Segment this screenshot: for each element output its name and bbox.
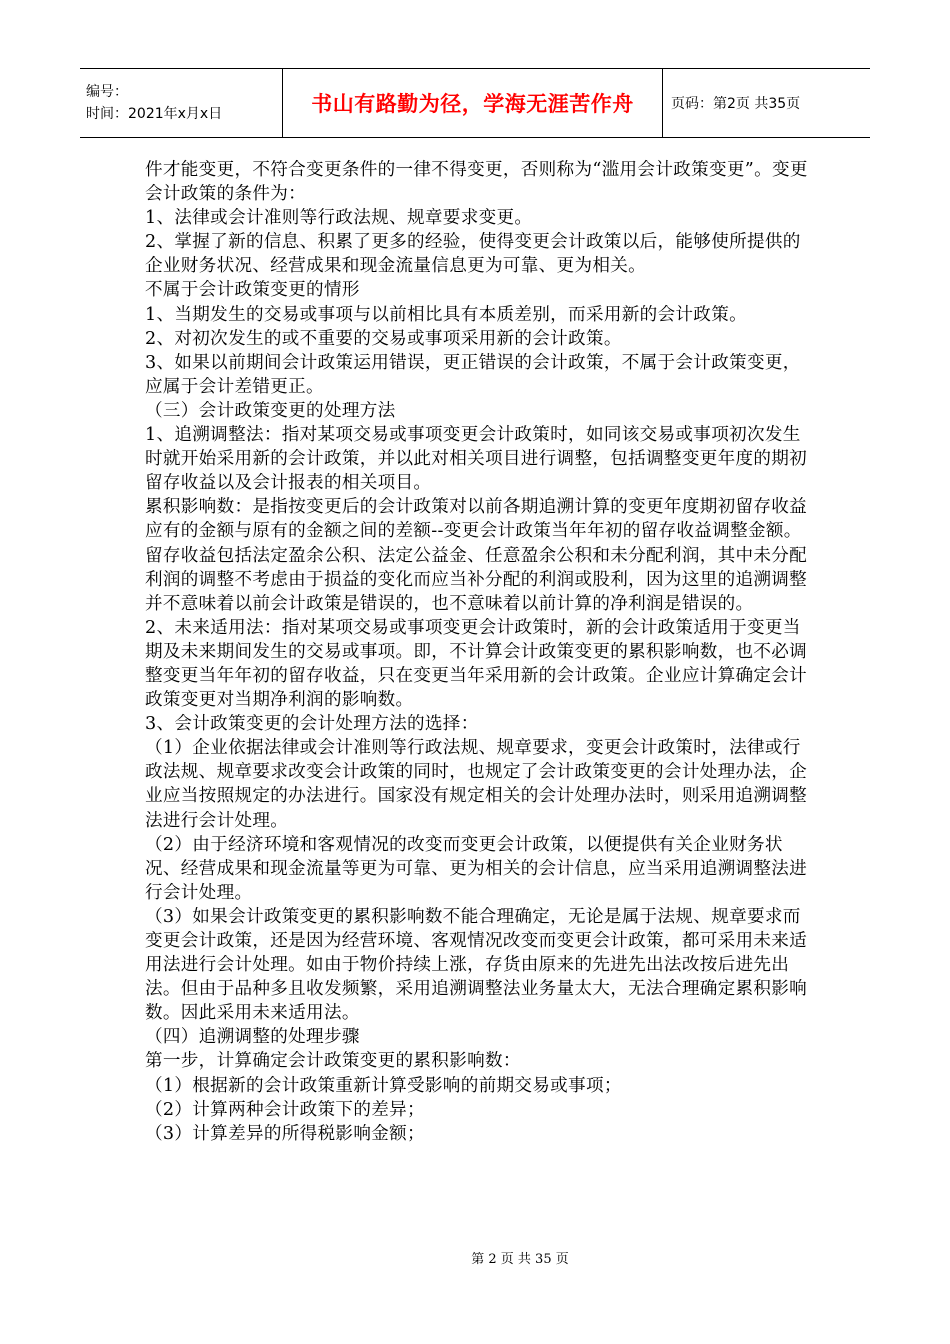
time-label: 时间：2021年x月x日 [86, 106, 223, 122]
paragraph: 2、掌握了新的信息、积累了更多的经验，使得变更会计政策以后，能够使所提供的企业财务状况、经营成果和现金流量信息更为可靠、更为相关。 [145, 232, 801, 277]
paragraph: 第一步，计算确定会计政策变更的累积影响数： [145, 1051, 521, 1072]
paragraph: （1）企业依据法律或会计准则等行政法规、规章要求，变更会计政策时，法律或行政法规、规章要求改变会计政策的同时，也规定了会计政策变更的会计处理办法，企业应当按照规定的办法进行。国家没有规定相关的会计处理办法时，则采用追溯调整法进行会计处理。 [145, 738, 808, 831]
paragraph: 留存收益包括法定盈余公积、法定公益金、任意盈余公积和未分配利润，其中未分配利润的调整不考虑由于损益的变化而应当补分配的利润或股利，因为这里的追溯调整并不意味着以前会计政策是错误的，也不意味着以前计算的净利润是错误的。 [145, 545, 808, 614]
header-page-info: 页码：第2页 共35页 [671, 96, 801, 112]
paragraph: 1、追溯调整法：指对某项交易或事项变更会计政策时，如同该交易或事项初次发生时就开始采用新的会计政策，并以此对相关项目进行调整，包括调整变更年度的期初留存收益以及会计报表的相关项目。 [145, 425, 808, 494]
page-header [80, 68, 870, 138]
paragraph: （2）计算两种会计政策下的差异； [145, 1099, 425, 1120]
section-heading: （四）追溯调整的处理步骤 [145, 1027, 360, 1048]
header-meta [80, 69, 283, 137]
paragraph: 累积影响数：是指按变更后的会计政策对以前各期追溯计算的变更年度期初留存收益应有的金额与原有的金额之间的差额--变更会计政策当年年初的留存收益调整金额。 [145, 497, 808, 542]
paragraph: （3）如果会计政策变更的累积影响数不能合理确定，无论是属于法规、规章要求而变更会计政策，还是因为经营环境、客观情况改变而变更会计政策，都可采用未来适用法进行会计处理。如由于物价持续上涨，存货由原来的先进先出法改按后进先出法。但由于品种多且收发频繁，采用追溯调整法业务量太大，无法合理确定累积影响数。因此采用未来适用法。 [145, 906, 808, 1024]
document-body [145, 158, 810, 1146]
paragraph: （1）根据新的会计政策重新计算受影响的前期交易或事项； [145, 1075, 622, 1096]
paragraph: 3、会计政策变更的会计处理方法的选择： [145, 714, 479, 735]
header-motto: 书山有路勤为径，学海无涯苦作舟 [283, 69, 663, 137]
paragraph: 3、如果以前期间会计政策运用错误，更正错误的会计政策，不属于会计政策变更，应属于会计差错更正。 [145, 352, 801, 397]
paragraph: 2、未来适用法：指对某项交易或事项变更会计政策时，新的会计政策适用于变更当期及未来期间发生的交易或事项。即，不计算会计政策变更的累积影响数，也不必调整变更当年年初的留存收益，只在变更当年采用新的会计政策。企业应计算确定会计政策变更对当期净利润的影响数。 [145, 617, 808, 711]
paragraph: （3）计算差异的所得税影响金额； [145, 1123, 425, 1144]
number-label: 编号： [86, 84, 128, 100]
paragraph: 件才能变更，不符合变更条件的一律不得变更，否则称为“滥用会计政策变更”。变更会计政策的条件为： [145, 160, 808, 205]
section-heading: 不属于会计政策变更的情形 [145, 280, 360, 301]
paragraph: 2、对初次发生的或不重要的交易或事项采用新的会计政策。 [145, 328, 622, 349]
paragraph: 1、当期发生的交易或事项与以前相比具有本质差别，而采用新的会计政策。 [145, 304, 747, 325]
page-footer: 第 2 页 共 35 页 [471, 1252, 569, 1267]
paragraph: 1、法律或会计准则等行政法规、规章要求变更。 [145, 208, 533, 229]
section-heading: （三）会计政策变更的处理方法 [145, 400, 396, 421]
paragraph: （2）由于经济环境和客观情况的改变而变更会计政策，以便提供有关企业财务状况、经营成果和现金流量等更为可靠、更为相关的会计信息，应当采用追溯调整法进行会计处理。 [145, 834, 808, 903]
